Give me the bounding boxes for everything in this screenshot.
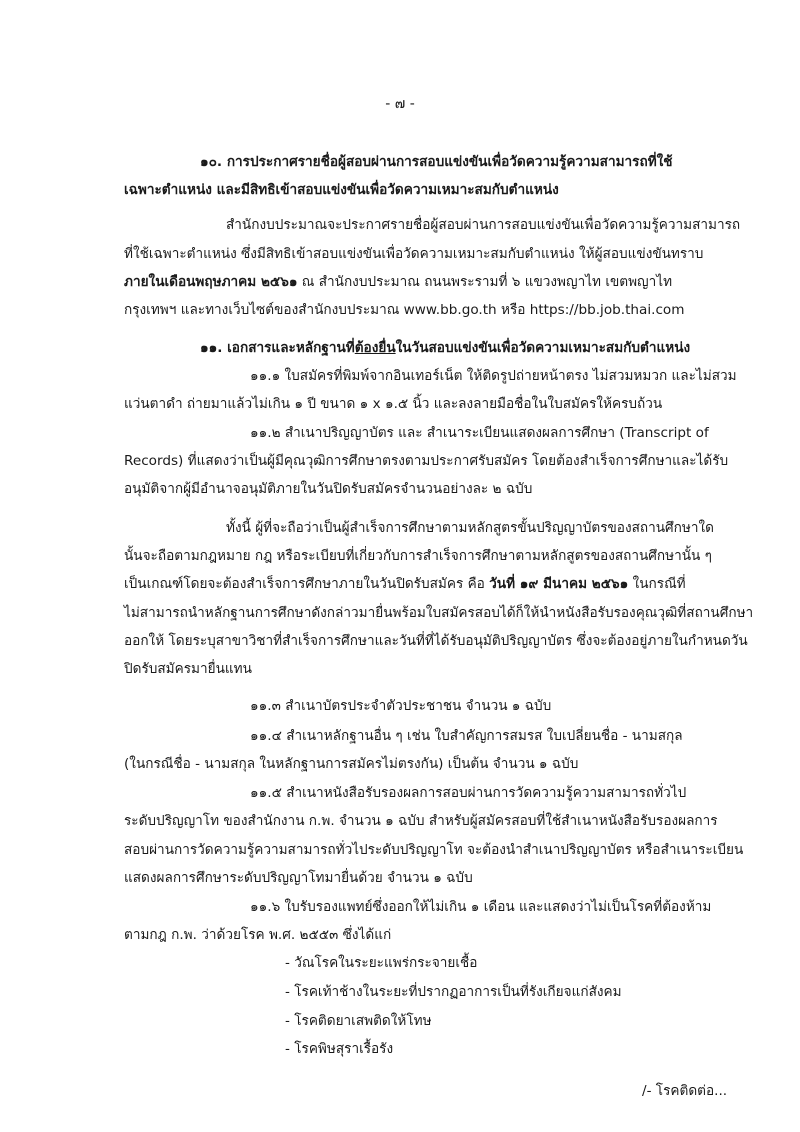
item-11-3: ๑๑.๓ สำเนาบัตรประจำตัวประชาชน จำนวน ๑ ฉบับ <box>250 698 552 714</box>
section-11-heading-pre: ๑๑. เอกสารและหลักฐานที่ <box>200 340 355 356</box>
note-line2: นั้นจะถือตามกฎหมาย กฎ หรือระเบียบที่เกี่ยวกับการสำเร็จการศึกษาตามหลักสูตรของสถานศึกษานั้น ๆ <box>124 548 712 564</box>
item-11-2-line1: ๑๑.๒ สำเนาปริญญาบัตร และ สำเนาระเบียนแสดงผลการศึกษา (Transcript of <box>250 425 709 441</box>
note-line4: ไม่สามารถนำหลักฐานการศึกษาดังกล่าวมายื่นพร้อมใบสมัครสอบได้ก็ให้นำหนังสือรับรองคุณวุฒิที่สถานศึกษา <box>124 605 754 621</box>
announcement-date: ภายในเดือนพฤษภาคม ๒๕๖๑ <box>124 274 298 290</box>
disease-list-item: - โรคติดยาเสพติดให้โทษ <box>285 1013 432 1029</box>
closing-date: วันที่ ๑๙ มีนาคม ๒๕๖๑ <box>489 576 629 592</box>
note-line6: ปิดรับสมัครมายื่นแทน <box>124 661 252 677</box>
section-10-heading-line2: เฉพาะตำแหน่ง และมีสิทธิเข้าสอบแข่งขันเพื่อวัดความเหมาะสมกับตำแหน่ง <box>124 182 559 198</box>
disease-list-item: - วัณโรคในระยะแพร่กระจายเชื้อ <box>285 955 478 971</box>
section-10-heading-line1: ๑๐. การประกาศรายชื่อผู้สอบผ่านการสอบแข่งขันเพื่อวัดความรู้ความสามารถที่ใช้ <box>200 154 673 170</box>
item-11-6-line2: ตามกฎ ก.พ. ว่าด้วยโรค พ.ศ. ๒๕๕๓ ซึ่งได้แก่ <box>124 927 392 943</box>
item-11-5-line2: ระดับปริญญาโท ของสำนักงาน ก.พ. จำนวน ๑ ฉบับ สำหรับผู้สมัครสอบที่ใช้สำเนาหนังสือรับรองผลการ <box>124 813 718 829</box>
item-11-5-line3: สอบผ่านการวัดความรู้ความสามารถทั่วไประดับปริญญาโท จะต้องนำสำเนาปริญญาบัตร หรือสำเนาระเบียน <box>124 842 744 858</box>
section-10-para-line2: ที่ใช้เฉพาะตำแหน่ง ซึ่งมีสิทธิเข้าสอบแข่งขันเพื่อวัดความเหมาะสมกับตำแหน่ง ให้ผู้สอบแข่งขันทราบ <box>124 246 704 262</box>
section-11-heading <box>200 338 690 358</box>
item-11-4-line2: (ในกรณีชื่อ - นามสกุล ในหลักฐานการสมัครไม่ตรงกัน) เป็นต้น จำนวน ๑ ฉบับ <box>124 756 579 772</box>
section-10-para-line3 <box>124 272 672 292</box>
page-number: - ๗ - <box>385 96 415 112</box>
announcement-location: ณ สำนักงบประมาณ ถนนพระรามที่ ๖ แขวงพญาไท เขตพญาไท <box>297 274 673 290</box>
item-11-6-line1: ๑๑.๖ ใบรับรองแพทย์ซึ่งออกให้ไม่เกิน ๑ เดือน และแสดงว่าไม่เป็นโรคที่ต้องห้าม <box>250 899 712 915</box>
disease-list-item: - โรคเท้าช้างในระยะที่ปรากฏอาการเป็นที่รังเกียจแก่สังคม <box>285 984 622 1000</box>
item-11-4-line1: ๑๑.๔ สำเนาหลักฐานอื่น ๆ เช่น ใบสำคัญการสมรส ใบเปลี่ยนชื่อ - นามสกุล <box>250 728 683 744</box>
note-line5: ออกให้ โดยระบุสาขาวิชาที่สำเร็จการศึกษาและวันที่ที่ได้รับอนุมัติปริญญาบัตร ซึ่งจะต้องอยู่ภายในกำหนดวัน <box>124 633 748 649</box>
note-line1: ทั้งนี้ ผู้ที่จะถือว่าเป็นผู้สำเร็จการศึกษาตามหลักสูตรขั้นปริญญาบัตรของสถานศึกษาใด <box>226 520 714 536</box>
section-10-para-line4: กรุงเทพฯ และทางเว็บไซต์ของสำนักงบประมาณ www.bb.go.th หรือ https://bb.job.thai.com <box>124 302 685 318</box>
section-10-para-line1: สำนักงบประมาณจะประกาศรายชื่อผู้สอบผ่านการสอบแข่งขันเพื่อวัดความรู้ความสามารถ <box>226 217 741 233</box>
section-11-heading-post: ในวันสอบแข่งขันเพื่อวัดความเหมาะสมกับตำแหน่ง <box>395 340 691 356</box>
note-line3 <box>124 574 686 594</box>
note-line3-post: ในกรณีที่ <box>628 576 686 592</box>
item-11-5-line1: ๑๑.๕ สำเนาหนังสือรับรองผลการสอบผ่านการวัดความรู้ความสามารถทั่วไป <box>250 785 687 801</box>
note-line3-pre: เป็นเกณฑ์โดยจะต้องสำเร็จการศึกษาภายในวันปิดรับสมัคร คือ <box>124 576 490 592</box>
disease-list-item: - โรคพิษสุราเรื้อรัง <box>285 1041 394 1057</box>
item-11-2-line3: อนุมัติจากผู้มีอำนาจอนุมัติภายในวันปิดรับสมัครจำนวนอย่างละ ๒ ฉบับ <box>124 481 533 497</box>
section-11-heading-underlined: ต้องยื่น <box>354 340 396 356</box>
item-11-1-line1: ๑๑.๑ ใบสมัครที่พิมพ์จากอินเทอร์เน็ต ให้ติดรูปถ่ายหน้าตรง ไม่สวมหมวก และไม่สวม <box>250 368 737 384</box>
item-11-1-line2: แว่นตาดำ ถ่ายมาแล้วไม่เกิน ๑ ปี ขนาด ๑ x ๑.๕ นิ้ว และลงลายมือชื่อในใบสมัครให้ครบถ้วน <box>124 396 663 412</box>
item-11-5-line4: แสดงผลการศึกษาระดับปริญญาโทมายื่นด้วย จำนวน ๑ ฉบับ <box>124 870 473 886</box>
item-11-2-line2: Records) ที่แสดงว่าเป็นผู้มีคุณวุฒิการศึกษาตรงตามประกาศรับสมัคร โดยต้องสำเร็จการศึกษาและได้รับ <box>124 453 729 469</box>
continuation-marker: /- โรคติดต่อ... <box>642 1083 728 1099</box>
